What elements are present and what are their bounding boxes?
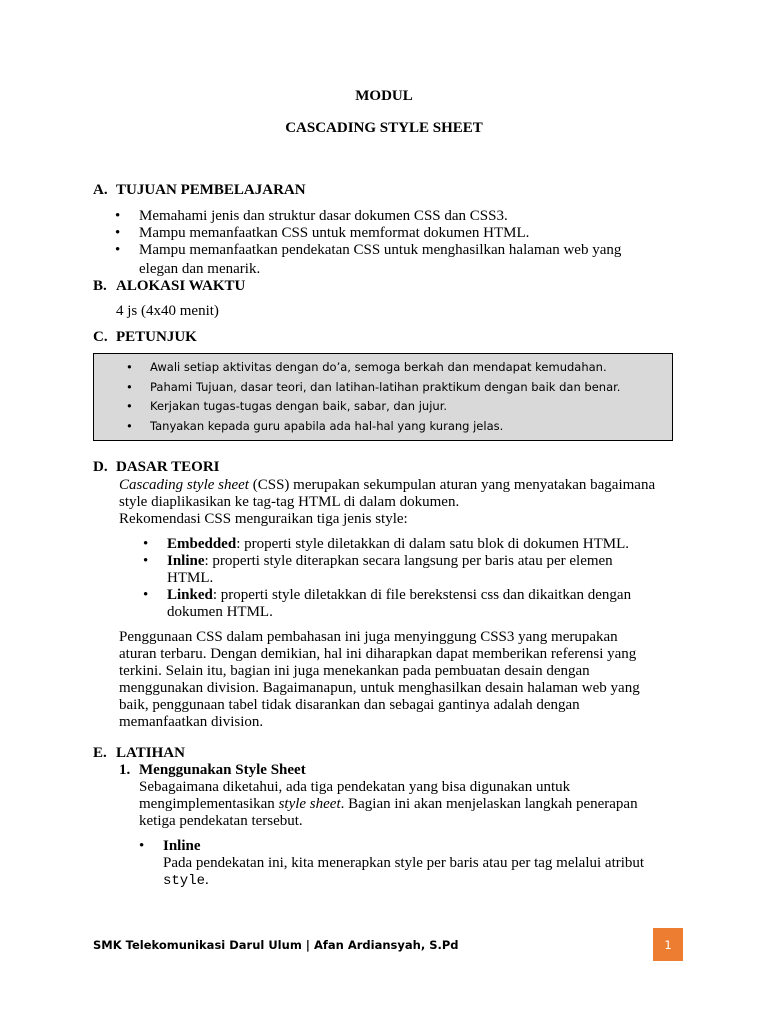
list-item: • Pahami Tujuan, dasar teori, dan latihan-latihan praktikum dengan baik dan benar. — [150, 378, 620, 398]
subsection-title: Menggunakan Style Sheet — [139, 762, 306, 778]
subsection-number: 1. — [119, 762, 131, 778]
time-allocation: 4 js (4x40 menit) — [116, 303, 219, 319]
page-number: 1 — [653, 928, 683, 961]
style-desc: : properti style diletakkan di dalam satu blok di dokumen HTML. — [236, 536, 630, 552]
list-item: • Awali setiap aktivitas dengan do’a, semoga berkah dan mendapat kemudahan. — [150, 358, 620, 378]
list-item: • Mampu memanfaatkan pendekatan CSS untuk menghasilkan halaman web yang — [139, 242, 621, 259]
objective-continuation: elegan dan menarik. — [139, 261, 261, 277]
subsection-1-heading — [119, 762, 306, 779]
list-item — [167, 587, 631, 621]
inline-approach-body — [163, 855, 644, 890]
approach-title: Inline — [163, 838, 201, 854]
theory-text: (CSS) merupakan sekumpulan aturan yang menyatakan bagaimana — [248, 477, 656, 493]
theory-text: style diaplikasikan ke tag-tag HTML di dalam dokumen. — [119, 494, 460, 510]
approach-text: . — [205, 872, 209, 888]
section-a-heading — [93, 182, 306, 199]
style-desc-cont: HTML. — [167, 570, 214, 586]
list-item: • Mampu memanfaatkan CSS untuk memformat dokumen HTML. — [139, 225, 621, 242]
subsection-1-body — [139, 779, 638, 830]
footer-text: SMK Telekomunikasi Darul Ulum | Afan Ardiansyah, S.Pd — [93, 938, 459, 952]
instructions-box — [93, 353, 673, 441]
code-style-attribute: style — [163, 873, 206, 889]
theory-text: menggunakan division. Bagaimanapun, untuk menghasilkan desain halaman web yang — [119, 680, 640, 696]
theory-text: Penggunaan CSS dalam pembahasan ini juga menyinggung CSS3 yang merupakan — [119, 629, 618, 645]
section-b-heading — [93, 278, 245, 295]
section-d-title: DASAR TEORI — [116, 459, 220, 475]
list-item: • Kerjakan tugas-tugas dengan baik, sabar, dan jujur. — [150, 397, 620, 417]
theory-paragraph-1 — [119, 477, 719, 528]
section-c-heading — [93, 329, 197, 346]
page-subtitle: CASCADING STYLE SHEET — [285, 120, 483, 136]
section-a-title: TUJUAN PEMBELAJARAN — [116, 182, 306, 198]
exercise-text: Sebagaimana diketahui, ada tiga pendekatan yang bisa digunakan untuk — [139, 779, 571, 795]
page-title: MODUL — [355, 88, 413, 104]
style-term: Inline — [167, 553, 205, 569]
section-e-title: LATIHAN — [116, 745, 185, 761]
list-item: • Memahami jenis dan struktur dasar dokumen CSS dan CSS3. — [139, 208, 621, 225]
exercise-text: mengimplementasikan — [139, 796, 279, 812]
theory-text: memanfaatkan division. — [119, 714, 264, 730]
style-sheet-term: style sheet — [278, 796, 341, 812]
instructions-list — [150, 358, 620, 436]
css-term: Cascading style sheet — [119, 477, 249, 493]
section-e-letter: E. — [93, 745, 107, 761]
exercise-text: ketiga pendekatan tersebut. — [139, 813, 303, 829]
section-b-letter: B. — [93, 278, 107, 294]
theory-text: baik, penggunaan tabel tidak disarankan dan sebagai gantinya adalah dengan — [119, 697, 580, 713]
section-d-letter: D. — [93, 459, 108, 475]
list-item — [167, 536, 631, 553]
style-types-list — [167, 536, 631, 621]
theory-text: aturan terbaru. Dengan demikian, hal ini diharapkan dapat memberikan referensi yang — [119, 646, 637, 662]
exercise-text: . Bagian ini akan menjelaskan langkah penerapan — [340, 796, 638, 812]
section-d-heading — [93, 459, 220, 476]
style-term: Embedded — [167, 536, 237, 552]
section-e-heading — [93, 745, 185, 762]
list-item: • Tanyakan kepada guru apabila ada hal-hal yang kurang jelas. — [150, 417, 620, 437]
style-desc: : properti style diletakkan di file berekstensi css dan dikaitkan dengan — [212, 587, 632, 603]
style-desc-cont: dokumen HTML. — [167, 604, 273, 620]
section-c-letter: C. — [93, 329, 108, 345]
style-term: Linked — [167, 587, 213, 603]
section-a-letter: A. — [93, 182, 108, 198]
theory-text: Rekomendasi CSS menguraikan tiga jenis style: — [119, 511, 408, 527]
approach-text: Pada pendekatan ini, kita menerapkan style per baris atau per tag melalui atribut — [163, 855, 645, 871]
section-c-title: PETUNJUK — [116, 329, 197, 345]
list-item — [163, 838, 201, 855]
objectives-list — [139, 208, 621, 259]
list-item — [167, 553, 631, 587]
approach-list — [163, 838, 201, 855]
style-desc: : properti style diterapkan secara langsung per baris atau per elemen — [204, 553, 613, 569]
theory-paragraph-2 — [119, 629, 640, 731]
theory-text: terkini. Selain itu, bagian ini juga menekankan pada pembuatan desain dengan — [119, 663, 590, 679]
section-b-title: ALOKASI WAKTU — [116, 278, 246, 294]
